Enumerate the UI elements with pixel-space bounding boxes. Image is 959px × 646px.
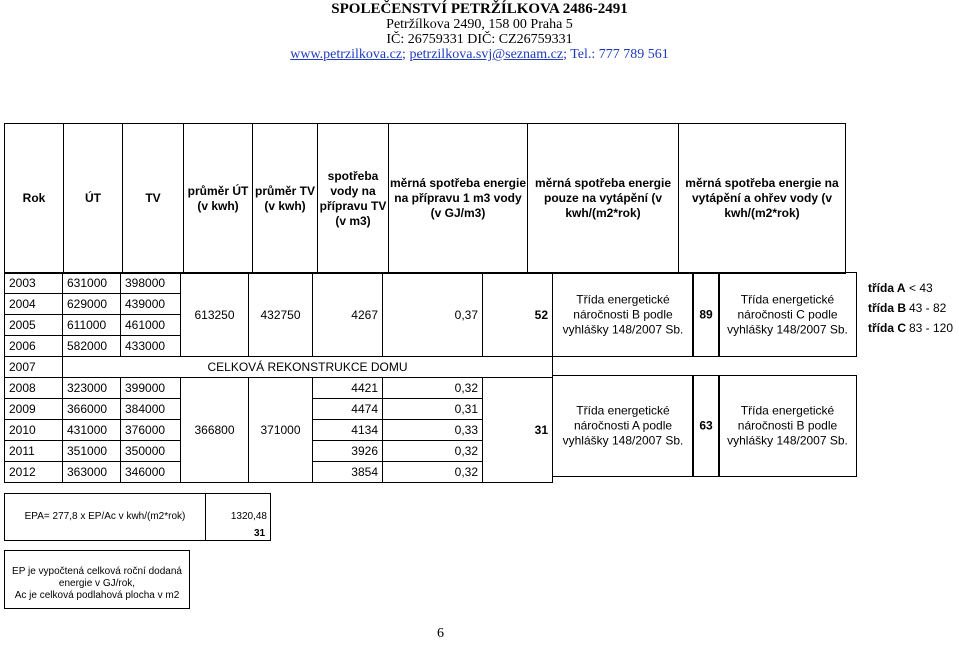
heating-cell: 31 bbox=[483, 378, 553, 483]
header-table bbox=[4, 123, 846, 274]
total-class-text: Třída energetické náročnosti C podle vyhlášky 148/2007 Sb. bbox=[727, 292, 848, 336]
total-cell-before bbox=[692, 272, 720, 357]
avg-ut-cell: 366800 bbox=[181, 378, 249, 483]
tv-cell: 439000 bbox=[121, 294, 181, 315]
spec-energy-cell: 0,31 bbox=[383, 399, 483, 420]
header-spec-energy: měrná spotřeba energie na přípravu 1 m3 vody (v GJ/m3) bbox=[389, 124, 528, 274]
formula-box bbox=[4, 493, 271, 541]
formula-result: 31 bbox=[254, 528, 266, 539]
year-cell: 2004 bbox=[5, 294, 63, 315]
header-tv: TV bbox=[123, 124, 184, 274]
contact-line bbox=[0, 47, 959, 62]
total-cell-after bbox=[692, 375, 720, 477]
total-class-text: Třída energetické náročnosti B podle vyhlášky 148/2007 Sb. bbox=[727, 403, 848, 448]
heating-cell: 52 bbox=[483, 273, 553, 357]
heating-class-text: Třída energetické náročnosti B podle vyhlášky 148/2007 Sb. bbox=[562, 292, 684, 336]
table-row bbox=[5, 273, 553, 294]
water-cell: 4134 bbox=[313, 420, 383, 441]
legend-range: 43 - 82 bbox=[909, 301, 947, 315]
year-cell: 2006 bbox=[5, 336, 63, 357]
year-cell: 2009 bbox=[5, 399, 63, 420]
water-cell: 3926 bbox=[313, 441, 383, 462]
heating-class-cell-after bbox=[552, 375, 694, 477]
website-link[interactable]: www.petrzilkova.cz bbox=[290, 47, 403, 62]
year-cell: 2008 bbox=[5, 378, 63, 399]
phone-text: ; Tel.: 777 789 561 bbox=[563, 47, 669, 62]
avg-tv-cell: 432750 bbox=[249, 273, 313, 357]
organization-address: Petržílkova 2490, 158 00 Praha 5 bbox=[386, 17, 573, 32]
year-cell: 2003 bbox=[5, 273, 63, 294]
note-text bbox=[5, 566, 189, 602]
legend-class: třída B bbox=[868, 301, 907, 315]
spec-energy-cell: 0,37 bbox=[383, 273, 483, 357]
water-cell: 4421 bbox=[313, 378, 383, 399]
legend-range: < 43 bbox=[909, 281, 933, 295]
formula-value: 1320,48 bbox=[230, 511, 267, 522]
avg-ut-cell: 613250 bbox=[181, 273, 249, 357]
reconstruction-label: CELKOVÁ REKONSTRUKCE DOMU bbox=[63, 357, 553, 378]
ut-cell: 363000 bbox=[63, 462, 121, 483]
organization-ids: IČ: 26759331 DIČ: CZ26759331 bbox=[386, 32, 573, 47]
total-value: 63 bbox=[699, 418, 713, 433]
legend-row bbox=[868, 298, 953, 318]
header-heating-water: měrná spotřeba energie na vytápění a ohřev vody (v kwh/(m2*rok) bbox=[679, 124, 846, 274]
tv-cell: 384000 bbox=[121, 399, 181, 420]
heating-class-text: Třída energetické náročnosti A podle vyhlášky 148/2007 Sb. bbox=[562, 403, 684, 448]
total-class-cell-after bbox=[718, 375, 857, 477]
note-line: EP je vypočtená celková roční dodaná bbox=[12, 566, 182, 577]
organization-name: SPOLEČENSTVÍ PETRŽÍLKOVA 2486-2491 bbox=[331, 1, 628, 17]
avg-tv-cell: 371000 bbox=[249, 378, 313, 483]
formula-label: EPA= 277,8 x EP/Ac v kwh/(m2*rok) bbox=[24, 511, 186, 522]
ut-cell: 431000 bbox=[63, 420, 121, 441]
contact-separator: ; bbox=[402, 47, 410, 62]
ut-cell: 366000 bbox=[63, 399, 121, 420]
header-rok: Rok bbox=[5, 124, 64, 274]
note-line: Ac je celková podlahová plocha v m2 bbox=[14, 590, 180, 601]
ut-cell: 611000 bbox=[63, 315, 121, 336]
tv-cell: 346000 bbox=[121, 462, 181, 483]
tv-cell: 399000 bbox=[121, 378, 181, 399]
spec-energy-cell: 0,33 bbox=[383, 420, 483, 441]
tv-cell: 376000 bbox=[121, 420, 181, 441]
total-value: 89 bbox=[699, 307, 713, 321]
header-avg-tv: průměr TV (v kwh) bbox=[253, 124, 318, 274]
tv-cell: 433000 bbox=[121, 336, 181, 357]
water-cell: 3854 bbox=[313, 462, 383, 483]
legend-class: třída A bbox=[868, 281, 906, 295]
email-link[interactable]: petrzilkova.svj@seznam.cz bbox=[409, 47, 564, 62]
data-table bbox=[4, 272, 553, 483]
note-box bbox=[4, 550, 190, 609]
page-number: 6 bbox=[437, 626, 444, 641]
header-heating: měrná spotřeba energie pouze na vytápění (v kwh/(m2*rok) bbox=[528, 124, 679, 274]
table-row-reconstruction bbox=[5, 357, 553, 378]
legend-row bbox=[868, 278, 953, 298]
heating-class-cell-before bbox=[552, 272, 694, 357]
ut-cell: 631000 bbox=[63, 273, 121, 294]
header-avg-ut: průměr ÚT (v kwh) bbox=[184, 124, 253, 274]
spec-energy-cell: 0,32 bbox=[383, 462, 483, 483]
spec-energy-cell: 0,32 bbox=[383, 441, 483, 462]
formula-result-top-border bbox=[204, 540, 269, 541]
ut-cell: 629000 bbox=[63, 294, 121, 315]
ut-cell: 351000 bbox=[63, 441, 121, 462]
header-ut: ÚT bbox=[64, 124, 123, 274]
legend-range: 83 - 120 bbox=[909, 321, 954, 335]
legend-row bbox=[868, 318, 953, 338]
note-line: energie v GJ/rok, bbox=[58, 578, 136, 589]
table-row bbox=[5, 378, 553, 399]
legend-class: třída C bbox=[868, 321, 907, 335]
spec-energy-cell: 0,32 bbox=[383, 378, 483, 399]
tv-cell: 398000 bbox=[121, 273, 181, 294]
total-class-cell-before bbox=[718, 272, 857, 357]
year-cell: 2011 bbox=[5, 441, 63, 462]
water-cell: 4474 bbox=[313, 399, 383, 420]
ut-cell: 582000 bbox=[63, 336, 121, 357]
year-cell: 2012 bbox=[5, 462, 63, 483]
year-cell: 2007 bbox=[5, 357, 63, 378]
energy-class-legend bbox=[868, 278, 953, 338]
header-water: spotřeba vody na přípravu TV (v m3) bbox=[318, 124, 389, 274]
tv-cell: 461000 bbox=[121, 315, 181, 336]
year-cell: 2005 bbox=[5, 315, 63, 336]
water-cell: 4267 bbox=[313, 273, 383, 357]
year-cell: 2010 bbox=[5, 420, 63, 441]
tv-cell: 350000 bbox=[121, 441, 181, 462]
ut-cell: 323000 bbox=[63, 378, 121, 399]
letterhead bbox=[0, 2, 959, 62]
